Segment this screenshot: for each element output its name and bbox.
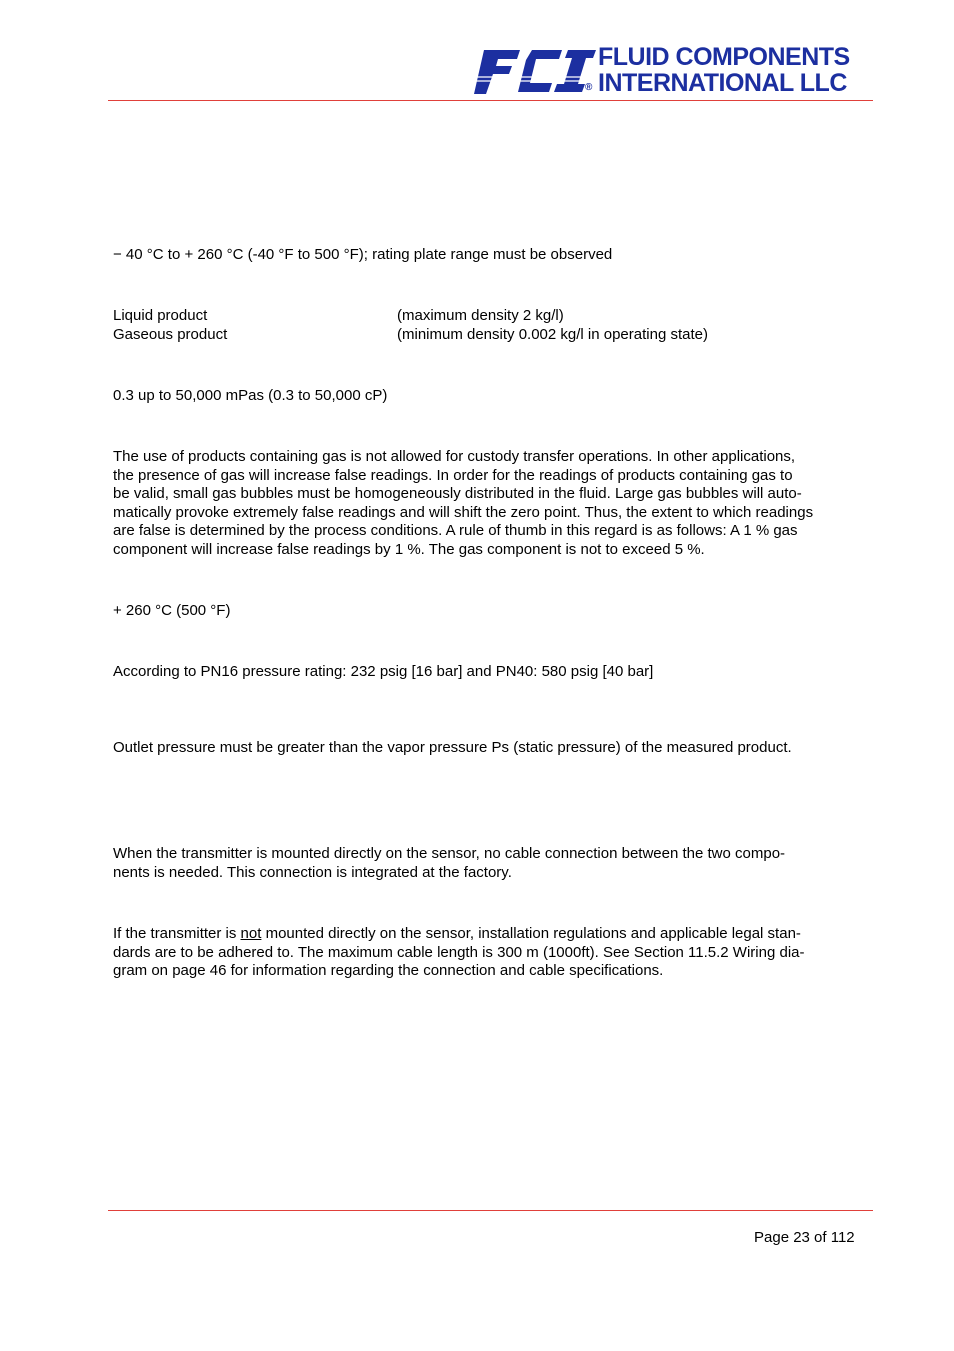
footer-divider [108, 1210, 873, 1211]
paragraph-line [113, 925, 873, 944]
paragraph-line: nents is needed. This connection is integrated at the factory. [113, 863, 512, 881]
temperature-range: − 40 °C to + 260 °C (-40 °F to 500 °F); rating plate range must be observed [113, 246, 613, 263]
product-type: Gaseous product [113, 326, 228, 343]
logo-line-2: INTERNATIONAL LLC [598, 69, 847, 97]
paragraph-line: component will increase false readings by 1 %. The gas component is not to exceed 5 %. [113, 540, 705, 558]
outlet-pressure: Outlet pressure must be greater than the vapor pressure Ps (static pressure) of the measured product. [113, 739, 792, 756]
product-row-gaseous [113, 326, 708, 345]
paragraph-line: gram on page 46 for information regarding the connection and cable specifications. [113, 962, 664, 980]
product-note: (maximum density 2 kg/l) [397, 307, 564, 324]
remote-mount-paragraph [113, 925, 873, 981]
paragraph-line: When the transmitter is mounted directly on the sensor, no cable connection between the two compo- [113, 845, 786, 862]
page-number: Page 23 of 112 [754, 1229, 855, 1246]
product-note: (minimum density 0.002 kg/l in operating state) [397, 326, 708, 343]
direct-mount-paragraph [113, 845, 873, 882]
text-segment: mounted directly on the sensor, installation regulations and applicable legal stan- [261, 925, 801, 942]
registered-mark: ® [585, 82, 593, 93]
product-row-liquid [113, 307, 564, 326]
product-type: Liquid product [113, 307, 208, 324]
fci-logo-mark [474, 46, 596, 96]
paragraph-line: are false is determined by the process conditions. A rule of thumb in this regard is as follows: A 1 % gas [113, 522, 798, 540]
logo-line-1: FLUID COMPONENTS [598, 43, 850, 71]
header-divider [108, 100, 873, 101]
text-segment: If the transmitter is [113, 925, 241, 942]
paragraph-line: The use of products containing gas is not allowed for custody transfer operations. In other applications, [113, 448, 796, 465]
paragraph-line: matically provoke extremely false readings and will shift the zero point. Thus, the extent to which readings [113, 503, 814, 521]
paragraph-line: dards are to be adhered to. The maximum cable length is 300 m (1000ft). See Section 11.5.2 Wiring dia- [113, 943, 805, 961]
pressure-rating: According to PN16 pressure rating: 232 psig [16 bar] and PN40: 580 psig [40 bar] [113, 663, 654, 680]
underlined-not: not [240, 925, 262, 942]
gas-content-paragraph [113, 448, 873, 560]
max-temperature: + 260 °C (500 °F) [113, 602, 231, 619]
company-logo [474, 42, 866, 98]
paragraph-line: the presence of gas will increase false readings. In order for the readings of products containing gas to [113, 466, 793, 484]
viscosity-range: 0.3 up to 50,000 mPas (0.3 to 50,000 cP) [113, 387, 388, 404]
paragraph-line: be valid, small gas bubbles must be homogeneously distributed in the fluid. Large gas bubbles will auto- [113, 485, 802, 503]
logo-company-name [598, 44, 850, 96]
